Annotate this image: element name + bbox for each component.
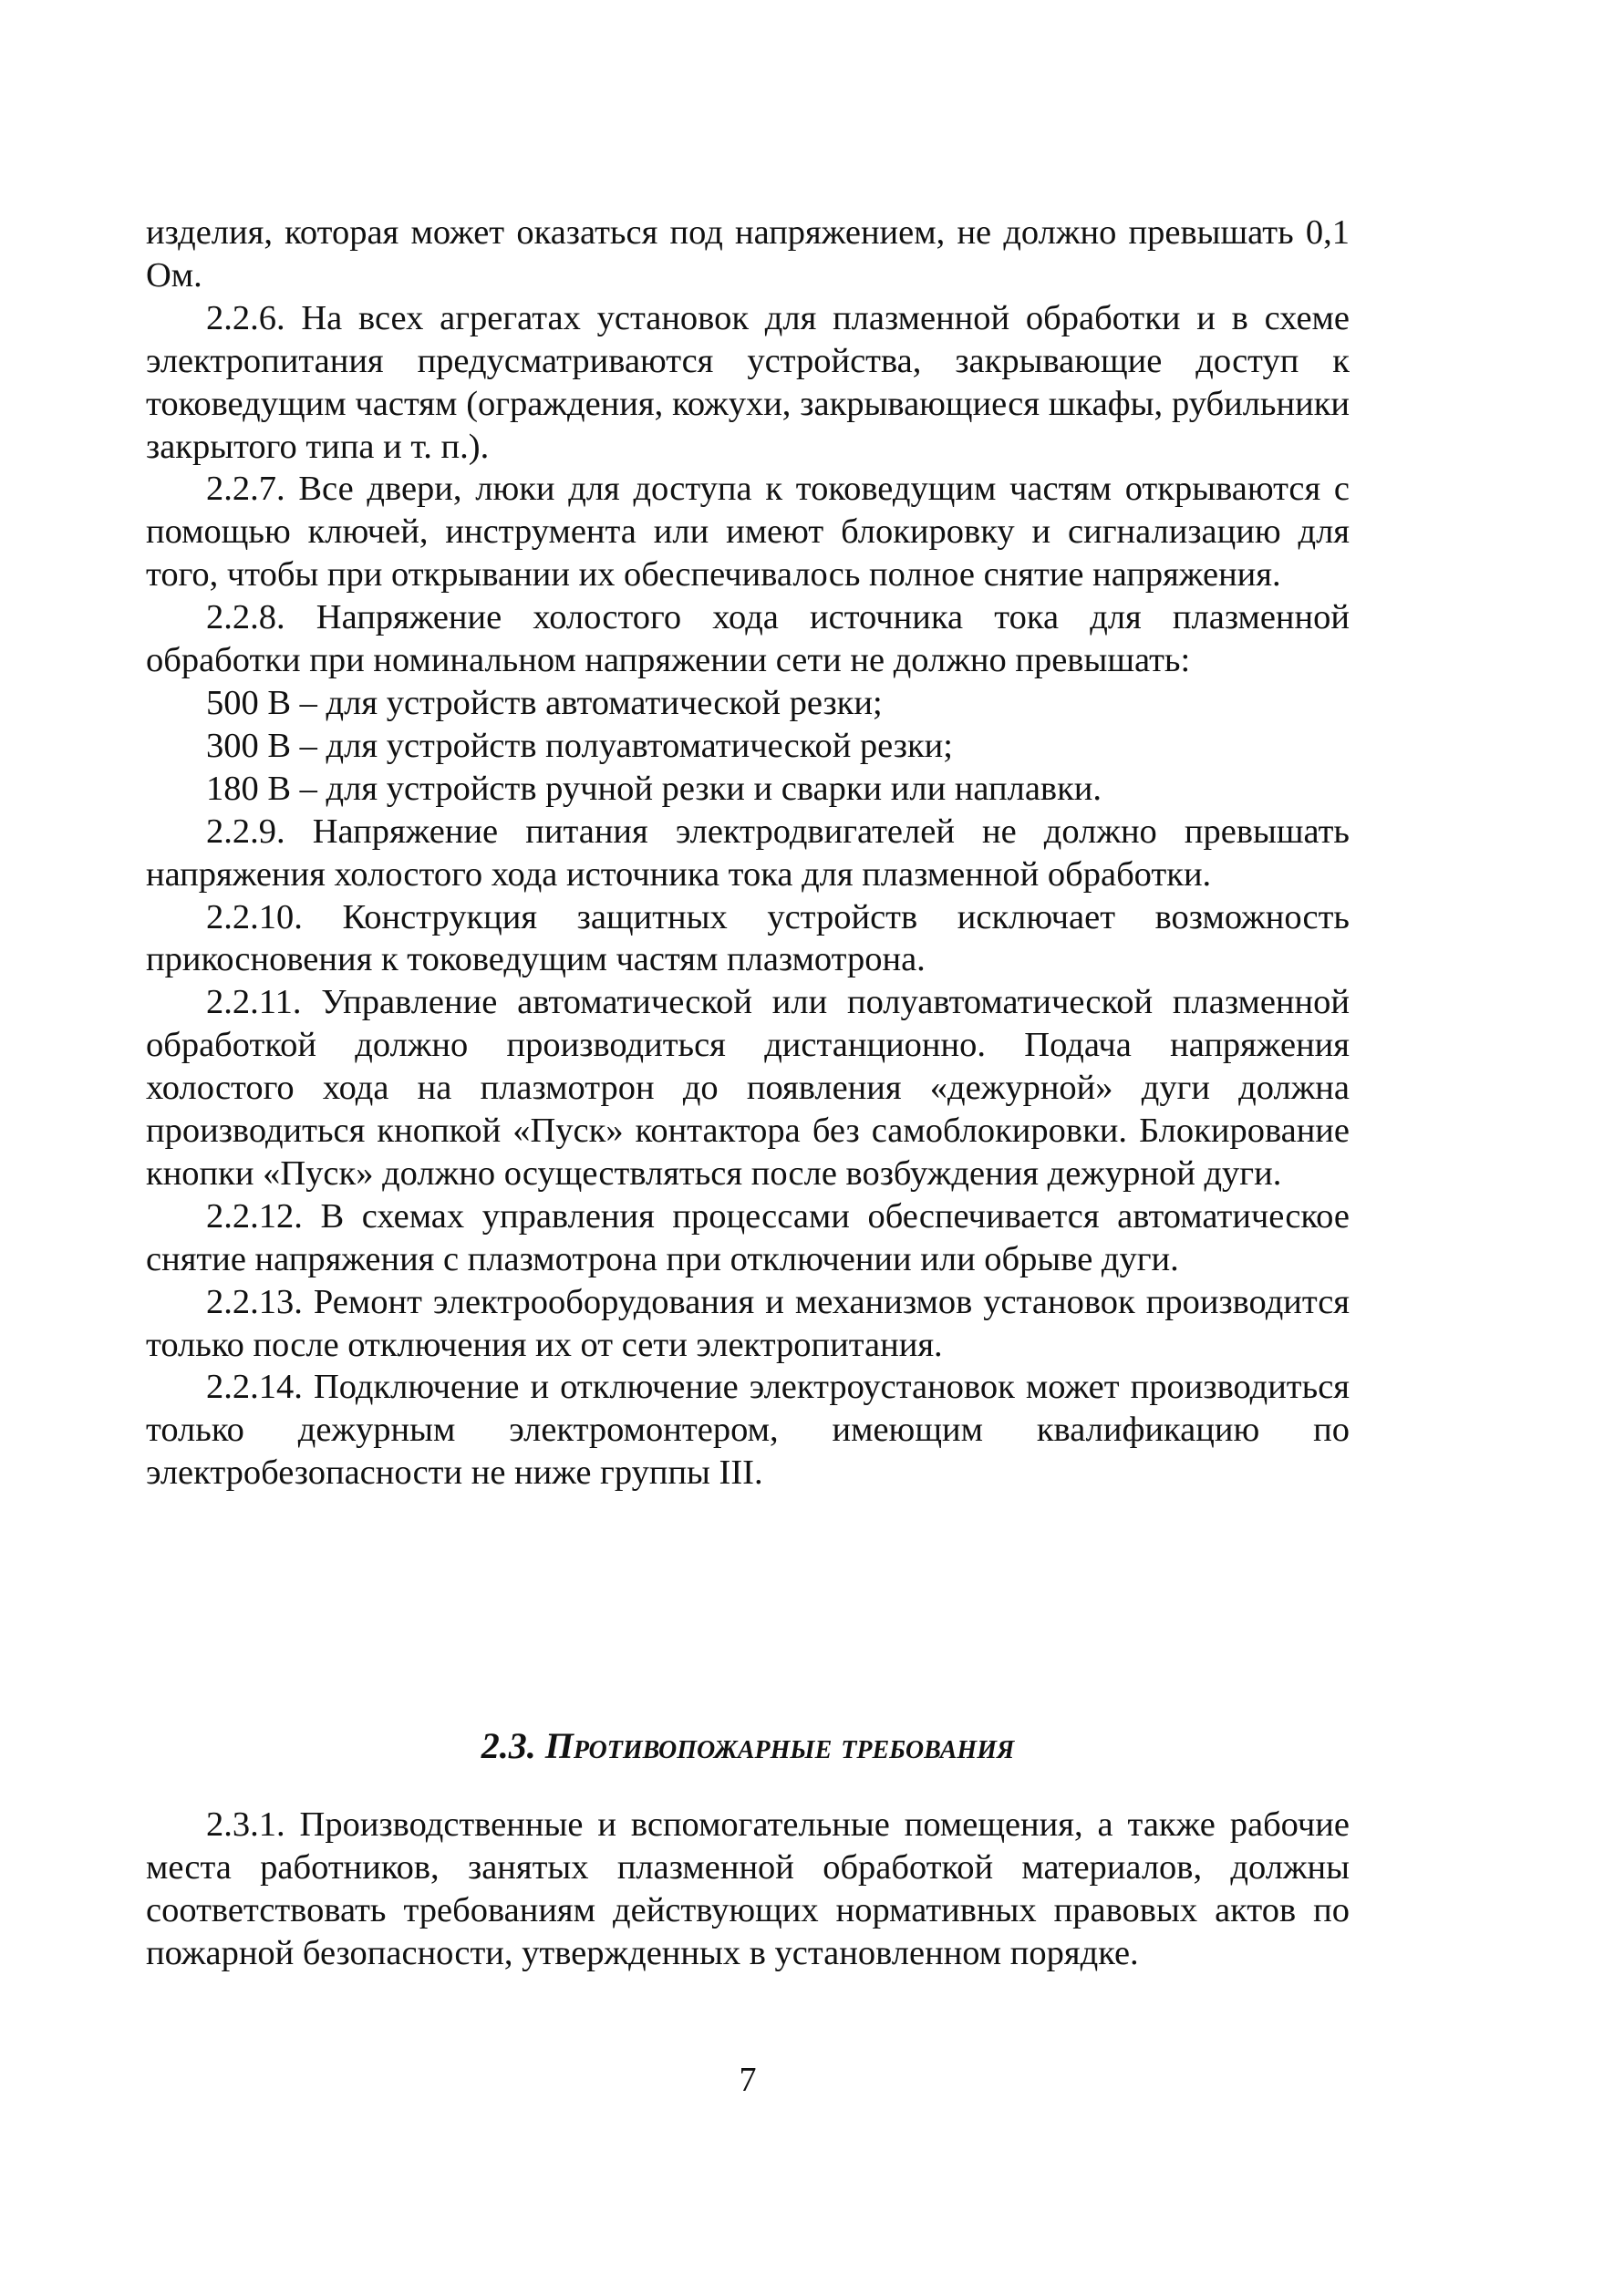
paragraph-2-3-1: 2.3.1. Производственные и вспомогательные помещения, а также рабочие места работников, занятых плазменной обработкой материалов, должны соответствовать требованиям действующих нормативных правовых актов по пожарной безопасности, утвержденных в установленном порядке. [146, 1805, 1350, 1972]
paragraph-2-2-11: 2.2.11. Управление автоматической или полуавтоматической плазменной обработкой должно производиться дистанционно. Подача напряжения холостого хода на плазмотрон до появления «дежурной» дуги должна производиться кнопкой «Пуск» контактора без самоблокировки. Блокирование кнопки «Пуск» должно осуществляться после возбуждения дежурной дуги. [146, 983, 1350, 1193]
main-text [146, 212, 1350, 1494]
paragraph-2-2-14: 2.2.14. Подключение и отключение электроустановок может производиться только дежурным электромонтером, имеющим квалификацию по электробезопасности не ниже группы III. [146, 1368, 1350, 1493]
paragraph-2-2-9: 2.2.9. Напряжение питания электродвигателей не должно превышать напряжения холостого хода источника тока для плазменной обработки. [146, 812, 1350, 894]
paragraph-2-2-10: 2.2.10. Конструкция защитных устройств исключает возможность прикосновения к токоведущим частям плазмотрона. [146, 897, 1350, 979]
list-item-500v: 500 В – для устройств автоматической резки; [206, 683, 883, 722]
paragraph-2-2-7: 2.2.7. Все двери, люки для доступа к токоведущим частям открываются с помощью ключей, инструмента или имеют блокировку и сигнализацию для того, чтобы при открывании их обеспечивалось полное снятие напряжения. [146, 470, 1350, 595]
paragraph-2-2-12: 2.2.12. В схемах управления процессами обеспечивается автоматическое снятие напряжения с плазмотрона при отключении или обрыве дуги. [146, 1196, 1350, 1278]
paragraph-continuation: изделия, которая может оказаться под напряжением, не должно превышать 0,1 Ом. [146, 213, 1350, 295]
section-heading [146, 1723, 1350, 1769]
section-title: Противопожарные требования [544, 1725, 1015, 1766]
list-item-300v: 300 В – для устройств полуавтоматической резки; [206, 726, 953, 765]
paragraph-2-2-6: 2.2.6. На всех агрегатах установок для плазменной обработки и в схеме электропитания предусматриваются устройства, закрывающие доступ к токоведущим частям (ограждения, кожухи, закрывающиеся шкафы, рубильники закрытого типа и т. п.). [146, 298, 1350, 466]
page-number: 7 [739, 2061, 757, 2099]
section-text [146, 1804, 1350, 1975]
section-number: 2.3. [481, 1725, 536, 1766]
paragraph-2-2-13: 2.2.13. Ремонт электрооборудования и механизмов установок производится только после отключения их от сети электропитания. [146, 1282, 1350, 1364]
paragraph-2-2-8: 2.2.8. Напряжение холостого хода источника тока для плазменной обработки при номинальном напряжении сети не должно превышать: [146, 598, 1350, 680]
list-item-180v: 180 В – для устройств ручной резки и сварки или наплавки. [206, 769, 1102, 808]
